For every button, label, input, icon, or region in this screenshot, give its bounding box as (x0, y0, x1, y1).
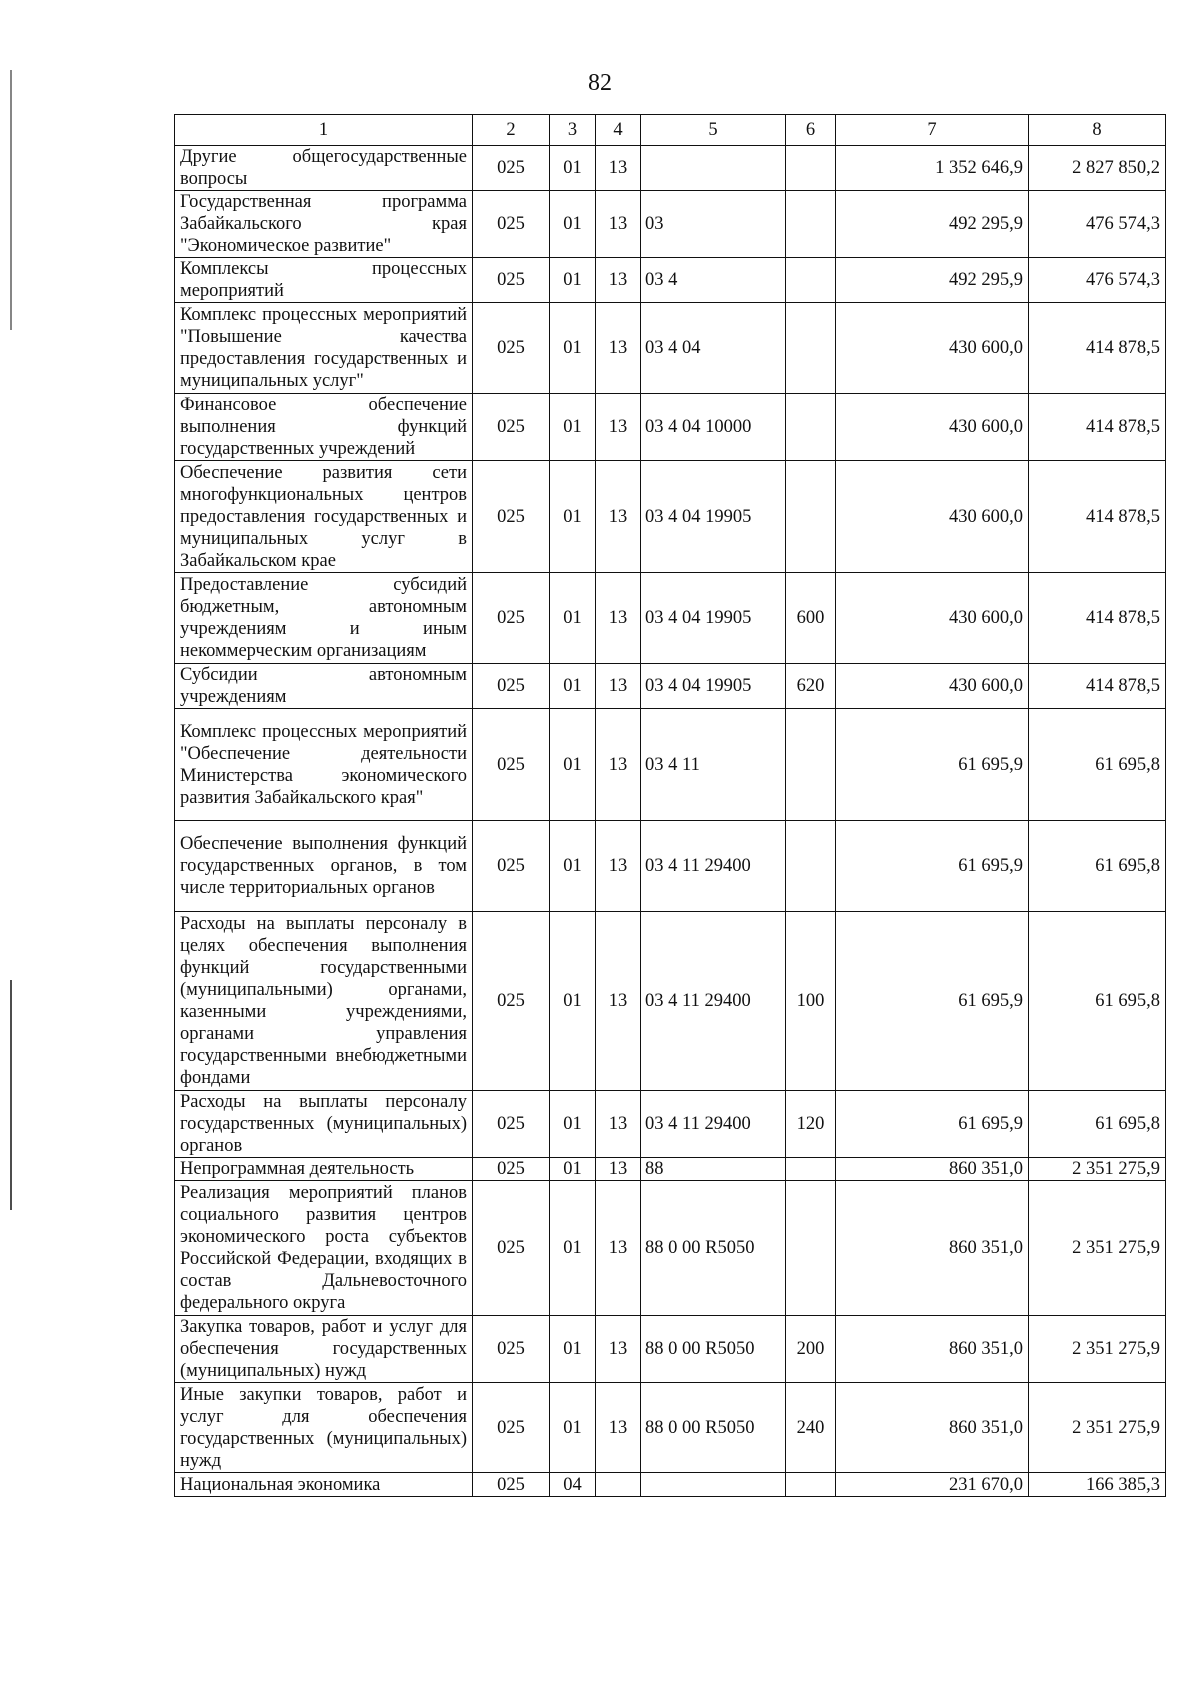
admin-code-cell: 025 (473, 461, 550, 573)
column-header: 7 (836, 115, 1029, 146)
row-name-cell: Субсидии автономным учреждениям (175, 664, 473, 709)
table-row (175, 1091, 1166, 1158)
section-code-cell: 01 (550, 461, 596, 573)
subsection-code-cell: 13 (596, 191, 641, 258)
table-row (175, 709, 1166, 821)
row-name-cell: Расходы на выплаты персоналу в целях обеспечения выполнения функций государственными (муниципальными) органами, казенными учреждениями, органами управления государственными внебюджетными фондами (175, 912, 473, 1091)
target-article-cell: 03 4 04 10000 (641, 394, 786, 461)
section-code-cell: 04 (550, 1473, 596, 1497)
expense-type-cell (786, 394, 836, 461)
target-article-cell (641, 1473, 786, 1497)
target-article-cell: 88 0 00 R5050 (641, 1181, 786, 1316)
amount-col8-cell: 414 878,5 (1029, 461, 1166, 573)
admin-code-cell: 025 (473, 1091, 550, 1158)
amount-col8-cell: 2 351 275,9 (1029, 1316, 1166, 1383)
section-code-cell: 01 (550, 303, 596, 394)
row-name-cell: Предоставление субсидий бюджетным, автономным учреждениям и иным некоммерческим организациям (175, 573, 473, 664)
table-row (175, 912, 1166, 1091)
subsection-code-cell: 13 (596, 1316, 641, 1383)
expense-type-cell (786, 1181, 836, 1316)
section-code-cell: 01 (550, 258, 596, 303)
amount-col8-cell: 2 351 275,9 (1029, 1181, 1166, 1316)
expense-type-cell (786, 1473, 836, 1497)
table-row (175, 1316, 1166, 1383)
row-name-cell: Комплекс процессных мероприятий "Повышение качества предоставления государственных и муниципальных услуг" (175, 303, 473, 394)
admin-code-cell: 025 (473, 1181, 550, 1316)
amount-col8-cell: 2 827 850,2 (1029, 146, 1166, 191)
subsection-code-cell: 13 (596, 573, 641, 664)
target-article-cell: 03 4 04 19905 (641, 573, 786, 664)
section-code-cell: 01 (550, 1158, 596, 1181)
section-code-cell: 01 (550, 1181, 596, 1316)
budget-table (174, 114, 1166, 1497)
scan-edge-mark (10, 980, 12, 1210)
expense-type-cell (786, 461, 836, 573)
amount-col7-cell: 492 295,9 (836, 258, 1029, 303)
admin-code-cell: 025 (473, 1383, 550, 1473)
row-name-cell: Реализация мероприятий планов социального развития центров экономического роста субъектов Российской Федерации, входящих в состав Дальневосточного федерального округа (175, 1181, 473, 1316)
subsection-code-cell: 13 (596, 821, 641, 912)
amount-col8-cell: 166 385,3 (1029, 1473, 1166, 1497)
admin-code-cell: 025 (473, 1316, 550, 1383)
row-name-cell: Государственная программа Забайкальского края "Экономическое развитие" (175, 191, 473, 258)
expense-type-cell (786, 709, 836, 821)
table-row (175, 1473, 1166, 1497)
admin-code-cell: 025 (473, 573, 550, 664)
page-number: 82 (588, 70, 612, 96)
row-name-cell: Комплекс процессных мероприятий "Обеспечение деятельности Министерства экономического развития Забайкальского края" (175, 709, 473, 821)
table-row (175, 664, 1166, 709)
amount-col7-cell: 492 295,9 (836, 191, 1029, 258)
expense-type-cell: 600 (786, 573, 836, 664)
row-name-cell: Обеспечение выполнения функций государственных органов, в том числе территориальных органов (175, 821, 473, 912)
admin-code-cell: 025 (473, 258, 550, 303)
section-code-cell: 01 (550, 1316, 596, 1383)
amount-col7-cell: 860 351,0 (836, 1316, 1029, 1383)
target-article-cell (641, 146, 786, 191)
amount-col8-cell: 61 695,8 (1029, 1091, 1166, 1158)
amount-col8-cell: 476 574,3 (1029, 258, 1166, 303)
table-row (175, 1181, 1166, 1316)
amount-col7-cell: 430 600,0 (836, 664, 1029, 709)
row-name-cell: Финансовое обеспечение выполнения функций государственных учреждений (175, 394, 473, 461)
table-row (175, 461, 1166, 573)
target-article-cell: 03 4 11 29400 (641, 912, 786, 1091)
row-name-cell: Закупка товаров, работ и услуг для обеспечения государственных (муниципальных) нужд (175, 1316, 473, 1383)
column-header: 5 (641, 115, 786, 146)
admin-code-cell: 025 (473, 303, 550, 394)
amount-col7-cell: 61 695,9 (836, 1091, 1029, 1158)
row-name-cell: Национальная экономика (175, 1473, 473, 1497)
section-code-cell: 01 (550, 573, 596, 664)
admin-code-cell: 025 (473, 1473, 550, 1497)
target-article-cell: 03 4 11 (641, 709, 786, 821)
amount-col8-cell: 414 878,5 (1029, 664, 1166, 709)
section-code-cell: 01 (550, 709, 596, 821)
amount-col8-cell: 414 878,5 (1029, 573, 1166, 664)
column-header: 2 (473, 115, 550, 146)
column-header: 8 (1029, 115, 1166, 146)
table-body (175, 146, 1166, 1497)
subsection-code-cell: 13 (596, 664, 641, 709)
row-name-cell: Иные закупки товаров, работ и услуг для обеспечения государственных (муниципальных) нужд (175, 1383, 473, 1473)
amount-col7-cell: 860 351,0 (836, 1158, 1029, 1181)
table-row (175, 191, 1166, 258)
section-code-cell: 01 (550, 912, 596, 1091)
subsection-code-cell: 13 (596, 146, 641, 191)
row-name-cell: Расходы на выплаты персоналу государственных (муниципальных) органов (175, 1091, 473, 1158)
admin-code-cell: 025 (473, 821, 550, 912)
subsection-code-cell: 13 (596, 1091, 641, 1158)
section-code-cell: 01 (550, 191, 596, 258)
expense-type-cell (786, 821, 836, 912)
table-row (175, 821, 1166, 912)
section-code-cell: 01 (550, 664, 596, 709)
subsection-code-cell: 13 (596, 394, 641, 461)
section-code-cell: 01 (550, 146, 596, 191)
admin-code-cell: 025 (473, 191, 550, 258)
admin-code-cell: 025 (473, 709, 550, 821)
expense-type-cell (786, 1158, 836, 1181)
expense-type-cell: 200 (786, 1316, 836, 1383)
admin-code-cell: 025 (473, 394, 550, 461)
amount-col7-cell: 231 670,0 (836, 1473, 1029, 1497)
scan-edge-mark (10, 70, 12, 330)
table-row (175, 573, 1166, 664)
amount-col8-cell: 414 878,5 (1029, 394, 1166, 461)
subsection-code-cell: 13 (596, 303, 641, 394)
amount-col7-cell: 1 352 646,9 (836, 146, 1029, 191)
table-row (175, 1158, 1166, 1181)
amount-col7-cell: 61 695,9 (836, 709, 1029, 821)
row-name-cell: Непрограммная деятельность (175, 1158, 473, 1181)
table-row (175, 394, 1166, 461)
table-row (175, 303, 1166, 394)
admin-code-cell: 025 (473, 912, 550, 1091)
target-article-cell: 03 4 04 (641, 303, 786, 394)
subsection-code-cell (596, 1473, 641, 1497)
subsection-code-cell: 13 (596, 1383, 641, 1473)
column-header: 1 (175, 115, 473, 146)
subsection-code-cell: 13 (596, 461, 641, 573)
amount-col8-cell: 414 878,5 (1029, 303, 1166, 394)
target-article-cell: 03 4 11 29400 (641, 821, 786, 912)
row-name-cell: Другие общегосударственные вопросы (175, 146, 473, 191)
expense-type-cell (786, 191, 836, 258)
expense-type-cell: 240 (786, 1383, 836, 1473)
expense-type-cell: 100 (786, 912, 836, 1091)
section-code-cell: 01 (550, 1383, 596, 1473)
target-article-cell: 03 4 11 29400 (641, 1091, 786, 1158)
target-article-cell: 03 4 (641, 258, 786, 303)
target-article-cell: 88 0 00 R5050 (641, 1383, 786, 1473)
column-header: 3 (550, 115, 596, 146)
admin-code-cell: 025 (473, 664, 550, 709)
section-code-cell: 01 (550, 821, 596, 912)
table-row (175, 146, 1166, 191)
expense-type-cell (786, 258, 836, 303)
amount-col7-cell: 860 351,0 (836, 1181, 1029, 1316)
section-code-cell: 01 (550, 1091, 596, 1158)
amount-col8-cell: 61 695,8 (1029, 912, 1166, 1091)
expense-type-cell: 120 (786, 1091, 836, 1158)
admin-code-cell: 025 (473, 1158, 550, 1181)
subsection-code-cell: 13 (596, 912, 641, 1091)
amount-col8-cell: 61 695,8 (1029, 821, 1166, 912)
amount-col8-cell: 2 351 275,9 (1029, 1383, 1166, 1473)
target-article-cell: 88 (641, 1158, 786, 1181)
row-name-cell: Комплексы процессных мероприятий (175, 258, 473, 303)
subsection-code-cell: 13 (596, 1158, 641, 1181)
subsection-code-cell: 13 (596, 709, 641, 821)
target-article-cell: 88 0 00 R5050 (641, 1316, 786, 1383)
table-row (175, 1383, 1166, 1473)
amount-col7-cell: 61 695,9 (836, 821, 1029, 912)
amount-col7-cell: 860 351,0 (836, 1383, 1029, 1473)
expense-type-cell (786, 303, 836, 394)
amount-col7-cell: 61 695,9 (836, 912, 1029, 1091)
target-article-cell: 03 (641, 191, 786, 258)
amount-col8-cell: 61 695,8 (1029, 709, 1166, 821)
row-name-cell: Обеспечение развития сети многофункциональных центров предоставления государственных и муниципальных услуг в Забайкальском крае (175, 461, 473, 573)
column-header: 4 (596, 115, 641, 146)
column-header: 6 (786, 115, 836, 146)
table-header-row (175, 115, 1166, 146)
amount-col7-cell: 430 600,0 (836, 394, 1029, 461)
target-article-cell: 03 4 04 19905 (641, 664, 786, 709)
subsection-code-cell: 13 (596, 258, 641, 303)
amount-col7-cell: 430 600,0 (836, 303, 1029, 394)
expense-type-cell (786, 146, 836, 191)
table-row (175, 258, 1166, 303)
admin-code-cell: 025 (473, 146, 550, 191)
amount-col8-cell: 2 351 275,9 (1029, 1158, 1166, 1181)
amount-col7-cell: 430 600,0 (836, 573, 1029, 664)
amount-col8-cell: 476 574,3 (1029, 191, 1166, 258)
subsection-code-cell: 13 (596, 1181, 641, 1316)
target-article-cell: 03 4 04 19905 (641, 461, 786, 573)
expense-type-cell: 620 (786, 664, 836, 709)
amount-col7-cell: 430 600,0 (836, 461, 1029, 573)
section-code-cell: 01 (550, 394, 596, 461)
